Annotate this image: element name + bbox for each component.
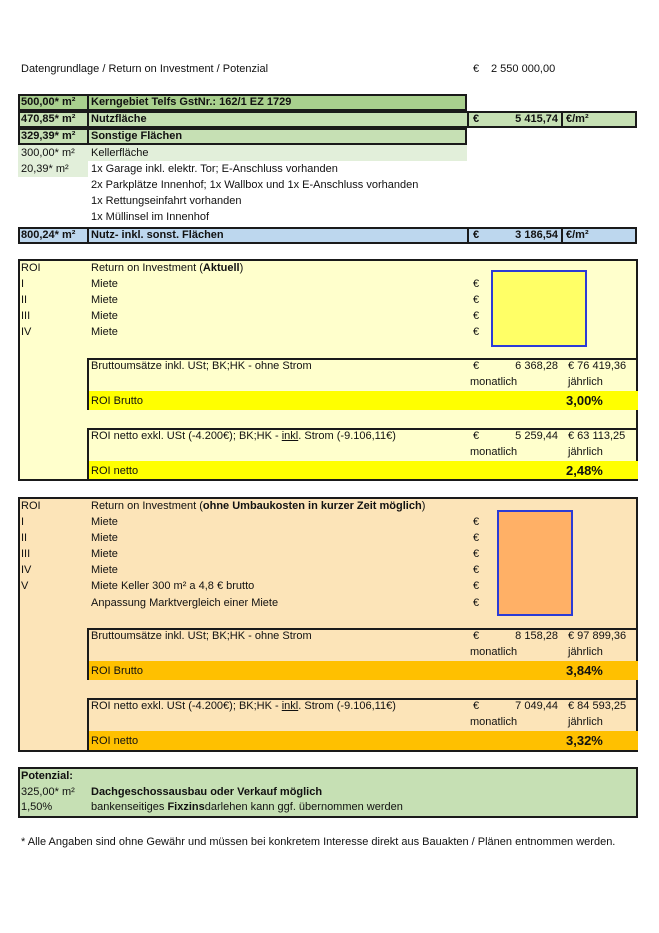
footnote: * Alle Angaben sind ohne Gewähr und müssen bei konkretem Interesse direkt aus Bauakten / Plänen entnommen werden. [21,836,616,848]
unit-cur: € [473,597,480,609]
page-title: Datengrundlage / Return on Investment / Potenzial [21,63,269,75]
row-keller [18,145,467,161]
yearly-label: jährlich [568,376,603,388]
unit: €/m² [566,229,589,241]
price-value: 2 550 000,00 [491,63,556,75]
unit-cur: € [473,532,480,544]
price-currency: € [473,63,480,75]
note: 1x Müllinsel im Innenhof [91,211,210,223]
net-yearly: € 63 113,25 [568,430,626,442]
roi-head: ROI [21,262,41,274]
roi-title: Return on Investment (ohne Umbaukosten in kurzer Zeit möglich) [91,500,426,512]
row-sonstige [18,128,467,145]
area-size: 329,39* m² [21,130,76,142]
unit-num: IV [21,326,32,338]
area-size: 470,85* m² [21,113,76,125]
potential-text: Dachgeschossausbau oder Verkauf möglich [91,786,323,798]
unit-num: IV [21,564,32,576]
roi-netto-row [87,731,638,750]
net-monthly: 7 049,44 [515,700,558,712]
currency: € [473,229,480,241]
area-label: Kerngebiet Telfs GstNr.: 162/1 EZ 1729 [91,96,292,108]
monthly-label: monatlich [470,646,518,658]
total-size: 800,24* m² [21,229,76,241]
unit-cur: € [473,310,480,322]
unit-num: III [21,310,31,322]
unit-num: I [21,516,25,528]
unit-label: Miete [91,548,118,560]
unit-num: V [21,580,29,592]
roi-netto-row [87,461,638,479]
potential-head: Potenzial: [21,770,73,782]
unit-label: Miete [91,294,118,306]
roi-head: ROI [21,500,41,512]
area-label: 1x Garage inkl. elektr. Tor; E-Anschluss vorhanden [91,163,338,175]
roi-brutto-label: ROI Brutto [91,395,143,407]
gross-label: Bruttoumsätze inkl. USt; BK;HK - ohne Strom [91,630,312,642]
area-size: 300,00* m² [21,147,75,159]
roi-brutto-row [87,661,638,680]
unit-label: Miete [91,532,118,544]
roi-title: Return on Investment (Aktuell) [91,262,244,274]
unit-label: Miete [91,516,118,528]
total-price-per-m2: 3 186,54 [515,229,558,241]
unit-label: Miete [91,278,118,290]
unit-cur: € [473,294,480,306]
net-monthly: 5 259,44 [515,430,558,442]
gross-monthly: 6 368,28 [515,360,558,372]
unit: €/m² [566,113,589,125]
area-label: Sonstige Flächen [91,130,183,142]
currency: € [473,430,480,442]
note: 2x Parkplätze Innenhof; 1x Wallbox und 1x E-Anschluss vorhanden [91,179,419,191]
potential-rate: 1,50% [21,801,53,813]
gross-label: Bruttoumsätze inkl. USt; BK;HK - ohne Strom [91,360,312,372]
yearly-label: jährlich [568,716,603,728]
monthly-label: monatlich [470,446,518,458]
currency: € [473,113,480,125]
roi-brutto-label: ROI Brutto [91,665,143,677]
redacted-rent-box [497,510,573,616]
unit-label: Miete [91,310,118,322]
area-size: 20,39* m² [21,163,69,175]
unit-label: Miete [91,564,118,576]
net-label: ROI netto exkl. USt (-4.200€); BK;HK - inkl. Strom (-9.106,11€) [91,700,396,712]
area-label: Kellerfläche [91,147,149,159]
price-per-m2: 5 415,74 [515,113,558,125]
total-label: Nutz- inkl. sonst. Flächen [91,229,224,241]
area-label: Nutzfläche [91,113,147,125]
roi-netto-label: ROI netto [91,465,139,477]
yearly-label: jährlich [568,646,603,658]
potential-loan: bankenseitiges Fixzinsdarlehen kann ggf. übernommen werden [91,801,403,813]
gross-monthly: 8 158,28 [515,630,558,642]
gross-yearly: € 97 899,36 [568,630,627,642]
roi-brutto-value: 3,84% [566,663,603,678]
unit-label: Anpassung Marktvergleich einer Miete [91,597,279,609]
currency: € [473,700,480,712]
monthly-label: monatlich [470,376,518,388]
unit-num: II [21,532,28,544]
net-label: ROI netto exkl. USt (-4.200€); BK;HK - inkl. Strom (-9.106,11€) [91,430,396,442]
unit-cur: € [473,326,480,338]
roi-netto-value: 2,48% [566,463,603,478]
unit-num: II [21,294,28,306]
unit-cur: € [473,548,480,560]
unit-num: III [21,548,31,560]
gross-yearly: € 76 419,36 [568,360,627,372]
unit-cur: € [473,580,480,592]
currency: € [473,360,480,372]
monthly-label: monatlich [470,716,518,728]
unit-cur: € [473,278,480,290]
roi-netto-label: ROI netto [91,735,139,747]
note: 1x Rettungseinfahrt vorhanden [91,195,242,207]
net-yearly: € 84 593,25 [568,700,627,712]
roi-brutto-value: 3,00% [566,393,603,408]
roi-netto-value: 3,32% [566,733,603,748]
unit-label: Miete [91,326,118,338]
unit-cur: € [473,564,480,576]
yearly-label: jährlich [568,446,603,458]
unit-label: Miete Keller 300 m² a 4,8 € brutto [91,580,255,592]
roi-brutto-row [87,391,638,410]
unit-cur: € [473,516,480,528]
unit-num: I [21,278,25,290]
potential-area: 325,00* m² [21,786,75,798]
area-size: 500,00* m² [21,96,76,108]
redacted-rent-box [491,270,587,347]
currency: € [473,630,480,642]
